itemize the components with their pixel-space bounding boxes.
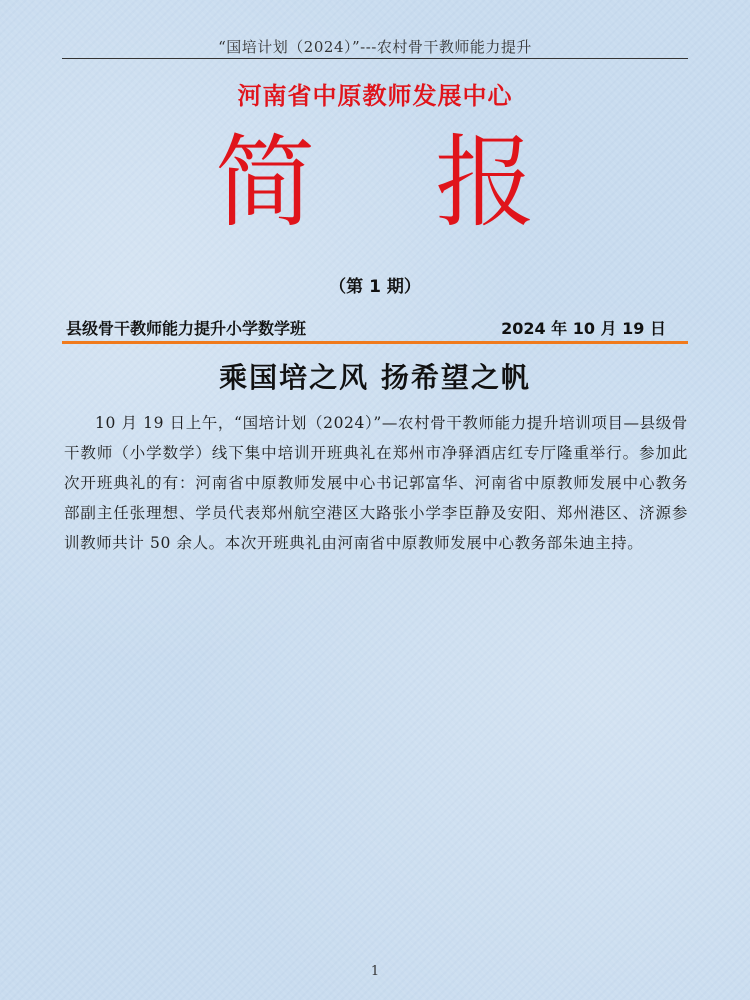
issue-label: （第 1 期） bbox=[329, 277, 421, 297]
bulletin-title: 简报 bbox=[215, 124, 655, 241]
class-name: 县级骨干教师能力提升小学数学班 bbox=[66, 319, 307, 338]
running-header: “国培计划（2024）”---农村骨干教师能力提升 bbox=[218, 38, 532, 56]
header-rule bbox=[62, 58, 688, 59]
section-divider bbox=[62, 341, 688, 344]
page-number: 1 bbox=[370, 964, 380, 979]
issue-date: 2024 年 10 月 19 日 bbox=[501, 319, 666, 338]
article-headline: 乘国培之风 扬希望之帆 bbox=[219, 361, 531, 394]
organization-name: 河南省中原教师发展中心 bbox=[237, 82, 513, 110]
article-body: 10 月 19 日上午，“国培计划（2024）”—农村骨干教师能力提升培训项目—县级骨干教师（小学数学）线下集中培训开班典礼在郑州市净驿酒店红专厅隆重举行。参加此次开班典礼的有：河南省中原教师发展中心书记郭富华、河南省中原教师发展中心教务部副主任张理想、学员代表郑州航空港区大路张小学李臣静及安阳、郑州港区、济源参训教师共计 50 余人。本次开班典礼由河南省中原教师发展中心教务部朱迪主持。 bbox=[64, 414, 688, 552]
